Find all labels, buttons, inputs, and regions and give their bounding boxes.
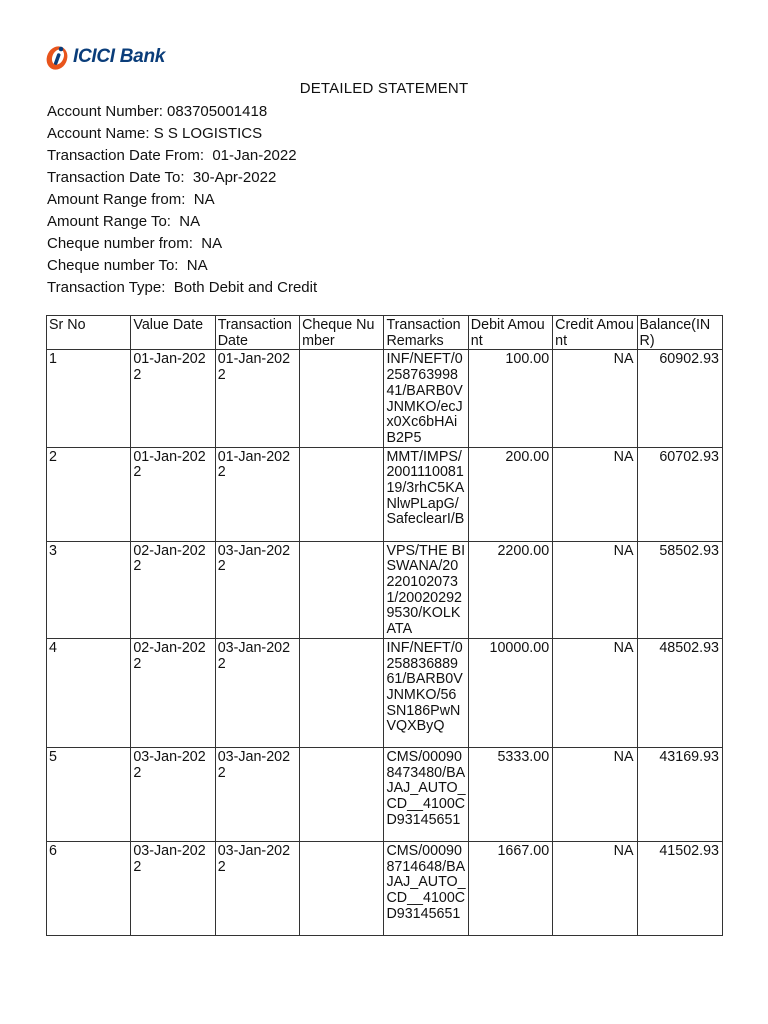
cell-credit: NA: [553, 350, 637, 447]
transaction-date-from: Transaction Date From: 01-Jan-2022: [47, 147, 297, 164]
account-number: Account Number: 083705001418: [47, 103, 268, 120]
table-row: [47, 350, 723, 447]
table-row: [47, 841, 723, 935]
cell-cheque-number: [300, 841, 384, 935]
cell-balance: 43169.93: [637, 747, 722, 841]
cell-sr-no: 6: [47, 841, 131, 935]
cell-cheque-number: [300, 747, 384, 841]
account-details: [47, 102, 317, 300]
cell-sr-no: 4: [47, 638, 131, 747]
cell-value-date: 02-Jan-2022: [131, 541, 215, 638]
cell-balance: 48502.93: [637, 638, 722, 747]
cell-remarks: MMT/IMPS/200111008119/3rhC5KANlwPLapG/SafeclearI/B: [384, 447, 468, 541]
cell-debit: 200.00: [468, 447, 552, 541]
cell-remarks: CMS/000908473480/BAJAJ_AUTO_CD__4100CD93145651: [384, 747, 468, 841]
bank-logo-icon: [44, 43, 70, 71]
cell-remarks: CMS/000908714648/BAJAJ_AUTO_CD__4100CD93145651: [384, 841, 468, 935]
amount-range-from: Amount Range from: NA: [47, 191, 215, 208]
column-header-credit-amount: Credit Amount: [553, 316, 637, 350]
cell-value-date: 03-Jan-2022: [131, 841, 215, 935]
cell-sr-no: 5: [47, 747, 131, 841]
cell-balance: 60702.93: [637, 447, 722, 541]
column-header-debit-amount: Debit Amount: [468, 316, 552, 350]
page-title: DETAILED STATEMENT: [299, 80, 469, 97]
cell-credit: NA: [553, 541, 637, 638]
cell-value-date: 02-Jan-2022: [131, 638, 215, 747]
cell-credit: NA: [553, 841, 637, 935]
table-row: [47, 747, 723, 841]
cell-cheque-number: [300, 447, 384, 541]
cell-cheque-number: [300, 638, 384, 747]
column-header-value-date: Value Date: [131, 316, 215, 350]
cell-value-date: 01-Jan-2022: [131, 447, 215, 541]
cell-transaction-date: 03-Jan-2022: [215, 747, 299, 841]
cell-remarks: INF/NEFT/025883688961/BARB0VJNMKO/56SN186PwNVQXByQ: [384, 638, 468, 747]
cell-debit: 2200.00: [468, 541, 552, 638]
table-row: [47, 638, 723, 747]
cheque-number-to: Cheque number To: NA: [47, 257, 208, 274]
cell-transaction-date: 01-Jan-2022: [215, 447, 299, 541]
cell-value-date: 01-Jan-2022: [131, 350, 215, 447]
cell-sr-no: 3: [47, 541, 131, 638]
cell-cheque-number: [300, 541, 384, 638]
cell-remarks: VPS/THE BISWANA/202201020731/200202929530/KOLKATA: [384, 541, 468, 638]
cell-balance: 58502.93: [637, 541, 722, 638]
cell-remarks: INF/NEFT/025876399841/BARB0VJNMKO/ecJx0Xc6bHAiB2P5: [384, 350, 468, 447]
bank-name: ICICI Bank: [73, 46, 166, 67]
cell-sr-no: 1: [47, 350, 131, 447]
cell-debit: 100.00: [468, 350, 552, 447]
table-row: [47, 541, 723, 638]
column-header-transaction-date: Transaction Date: [215, 316, 299, 350]
cell-sr-no: 2: [47, 447, 131, 541]
cell-balance: 60902.93: [637, 350, 722, 447]
cell-credit: NA: [553, 747, 637, 841]
cell-debit: 5333.00: [468, 747, 552, 841]
cell-transaction-date: 03-Jan-2022: [215, 638, 299, 747]
cell-cheque-number: [300, 350, 384, 447]
column-header-cheque-number: Cheque Number: [300, 316, 384, 350]
cell-debit: 10000.00: [468, 638, 552, 747]
cell-transaction-date: 03-Jan-2022: [215, 841, 299, 935]
cell-credit: NA: [553, 447, 637, 541]
table-header-row: [47, 316, 723, 350]
transactions-table: [46, 315, 723, 936]
table-row: [47, 447, 723, 541]
bank-logo: [44, 42, 165, 72]
column-header-balance: Balance(INR): [637, 316, 722, 350]
cell-credit: NA: [553, 638, 637, 747]
cheque-number-from: Cheque number from: NA: [47, 235, 223, 252]
transaction-date-to: Transaction Date To: 30-Apr-2022: [47, 169, 277, 186]
amount-range-to: Amount Range To: NA: [47, 213, 201, 230]
transaction-type: Transaction Type: Both Debit and Credit: [47, 279, 318, 296]
column-header-sr-no: Sr No: [47, 316, 131, 350]
account-name: Account Name: S S LOGISTICS: [47, 125, 263, 142]
cell-debit: 1667.00: [468, 841, 552, 935]
cell-transaction-date: 01-Jan-2022: [215, 350, 299, 447]
cell-value-date: 03-Jan-2022: [131, 747, 215, 841]
cell-transaction-date: 03-Jan-2022: [215, 541, 299, 638]
column-header-transaction-remarks: Transaction Remarks: [384, 316, 468, 350]
cell-balance: 41502.93: [637, 841, 722, 935]
